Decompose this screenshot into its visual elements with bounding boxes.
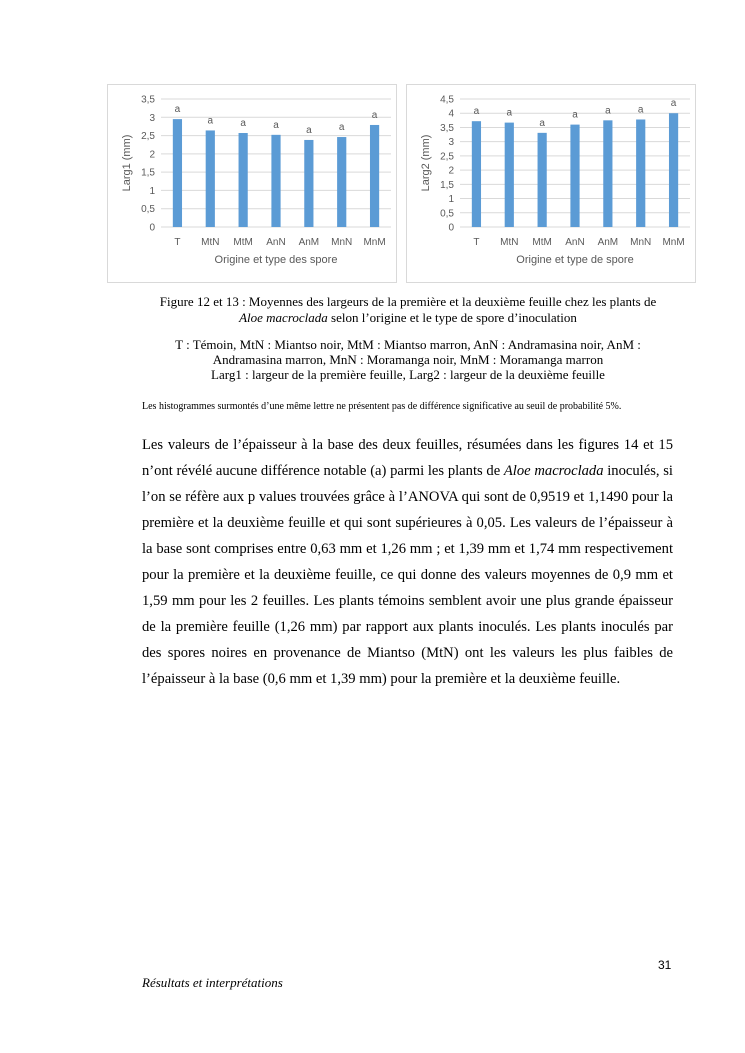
caption-line2: selon l’origine et le type de spore d’inoculation [327,310,577,325]
larg1-x-axis-title: Origine et type des spore [214,254,338,266]
larg2-significance-label: a [572,109,578,121]
larg1-bar-mnn [337,137,346,227]
footer-section-title: Résultats et interprétations [142,975,283,990]
caption-species: Aloe macroclada [239,310,328,325]
larg1-xtick-label: MnN [331,237,353,248]
larg2-xtick-label: MtM [532,237,552,248]
larg1-ytick-label: 0 [149,222,155,234]
larg2-bar-t [472,121,481,227]
larg1-xtick-label: AnN [266,237,286,248]
body-paragraph [142,432,673,692]
abbreviation-legend [142,337,674,382]
legend-line1: T : Témoin, MtN : Miantso noir, MtM : Miantso marron, AnN : Andramasina noir, AnM : [175,337,641,352]
larg2-xtick-label: MnN [630,237,652,248]
larg2-bar-mnn [636,119,645,227]
significance-note: Les histogrammes surmontés d’une même lettre ne présentent pas de différence significative au seuil de probabilité 5%. [142,401,622,412]
larg1-significance-label: a [240,118,246,130]
larg1-ytick-label: 1,5 [141,167,155,179]
larg2-ytick-label: 2,5 [440,151,454,163]
larg1-ytick-label: 3 [149,112,155,124]
larg2-x-axis-title: Origine et type de spore [516,254,634,266]
paragraph-species: Aloe macroclada [503,463,604,479]
larg2-xtick-label: T [473,237,480,248]
legend-line3: Larg1 : largeur de la première feuille, Larg2 : largeur de la deuxième feuille [211,367,605,382]
larg2-ytick-label: 0,5 [440,208,454,220]
larg2-ytick-label: 3,5 [440,122,454,134]
chart-larg2 [406,84,696,283]
paragraph-part2: inoculés, si l’on se réfère aux p values trouvées grâce à l’ANOVA qui sont de 0,9519 et 1,1490 pour la première et la deuxième feuille et qui sont supérieures à 0,05. Les valeurs de l’épaisseur à la base sont comprises entre 0,63 mm et 1,26 mm ; et 1,39 mm et 1,74 mm respectivement pour la première et la deuxième feuille, ce qui donne des valeurs moyennes de 0,9 mm et 1,59 mm pour les 2 feuilles. Les plants témoins semblent avoir une plus grande épaisseur de la première feuille (1,26 mm) par rapport aux plants inoculés. Les plants inoculés par des spores noires en provenance de Miantso (MtN) ont les valeurs les plus faibles de l’épaisseur à la base (0,6 mm et 1,39 mm) pour la première et la deuxième feuille. [142,463,673,687]
larg2-ytick-label: 1 [448,194,454,206]
larg2-significance-label: a [605,105,611,117]
larg2-ytick-label: 4,5 [440,94,454,106]
larg1-significance-label: a [371,109,378,121]
chart-larg1 [107,84,397,283]
chart-larg2-svg [407,85,695,282]
larg2-significance-label: a [539,117,545,129]
larg2-bar-anm [603,120,612,227]
larg2-ytick-label: 4 [448,108,454,120]
larg2-bar-mtm [538,133,547,227]
larg1-significance-label: a [174,104,181,116]
larg1-xtick-label: MtM [233,237,253,248]
larg1-xtick-label: T [174,237,181,248]
larg2-ytick-label: 1,5 [440,179,454,191]
chart-larg1-svg [108,85,396,282]
larg1-bar-mtm [239,133,248,227]
larg1-significance-label: a [273,119,279,131]
page-number: 31 [658,958,672,972]
larg1-ytick-label: 3,5 [141,94,155,106]
larg2-ytick-label: 2 [448,165,454,177]
larg1-significance-label: a [207,115,214,127]
larg1-y-axis-title: Larg1 (mm) [121,134,133,192]
larg2-bar-ann [570,125,579,227]
larg2-xtick-label: MnM [662,237,685,248]
larg2-bar-mtn [505,123,514,227]
larg1-ytick-label: 2 [149,149,155,161]
larg1-ytick-label: 2,5 [141,131,155,143]
figure-caption [142,294,674,326]
larg1-xtick-label: MnM [363,237,386,248]
larg1-ytick-label: 0,5 [141,204,155,216]
larg2-y-axis-title: Larg2 (mm) [420,134,432,192]
larg1-significance-label: a [338,122,345,134]
larg1-bar-ann [271,135,280,227]
larg2-significance-label: a [506,107,513,119]
legend-line2: Andramasina marron, MnN : Moramanga noir, MnM : Moramanga marron [212,352,604,367]
paragraph-part1: Les valeurs de l’épaisseur à la base des deux feuilles, résumées dans les figures 14 et 15 n’ont révélé aucune différence notable (a) parmi les plants de [142,437,673,479]
larg2-xtick-label: AnM [597,237,619,248]
larg2-xtick-label: AnN [565,237,585,248]
larg2-significance-label: a [473,106,480,118]
larg1-significance-label: a [306,124,312,136]
larg2-bar-mnm [669,113,678,227]
larg2-significance-label: a [670,98,677,110]
larg2-xtick-label: MtN [500,237,519,248]
larg1-bar-anm [304,140,313,227]
larg1-xtick-label: AnM [298,237,320,248]
larg1-ytick-label: 1 [149,185,155,197]
caption-line1: Figure 12 et 13 : Moyennes des largeurs de la première et la deuxième feuille chez les plants de [159,294,657,309]
larg1-xtick-label: MtN [201,237,220,248]
larg1-bar-mtn [206,130,215,227]
larg2-ytick-label: 0 [448,222,454,234]
larg2-significance-label: a [637,104,644,116]
larg1-bar-mnm [370,125,379,227]
larg2-ytick-label: 3 [448,137,454,149]
larg1-bar-t [173,119,182,227]
